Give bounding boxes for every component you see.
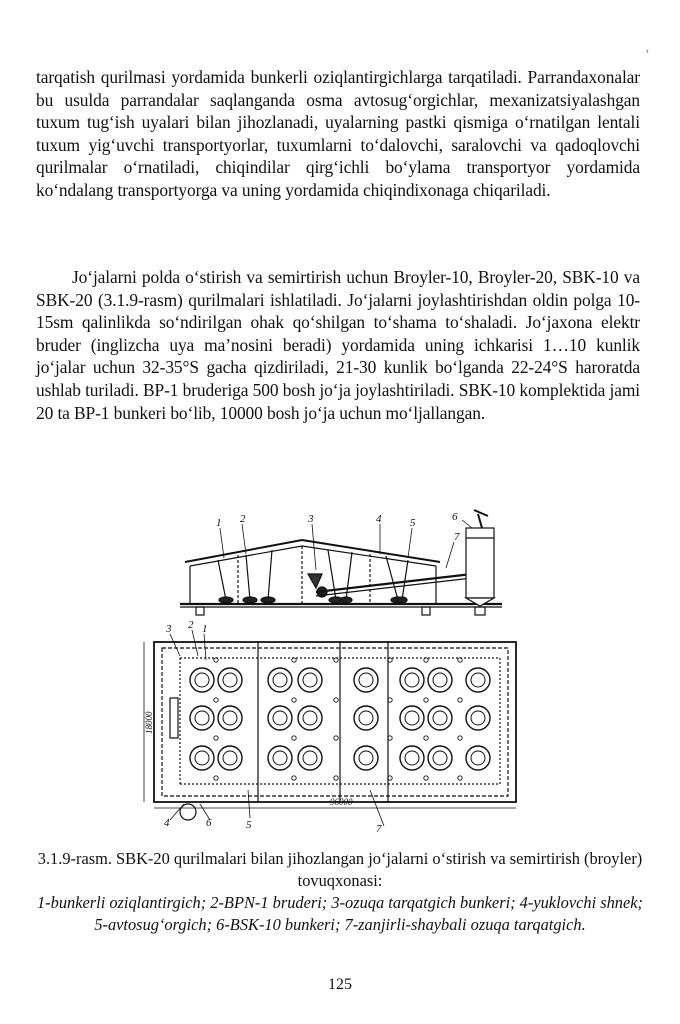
caption-legend: 1-bunkerli oziqlantirgich; 2-BPN-1 bruderi; 3-ozuqa tarqatgich bunkeri; 4-yuklovchi shnek; 5-avtosug‘orgich; 6-BSK-10 bunkeri; 7-zanjirli-shaybali ozuqa tarqatgich.: [36, 893, 644, 934]
brooder-inner: [359, 751, 373, 765]
drinker-point: [334, 736, 338, 740]
brooder-outer: [268, 668, 292, 692]
side-elevation: [180, 510, 502, 615]
caption-title: 3.1.9-rasm. SBK-20 qurilmalari bilan jihozlangan jo‘jalarni o‘stirish va semirtirish (broyler) tovuqxonasi:: [37, 849, 643, 890]
label-top-5: 5: [410, 517, 416, 529]
label-plan-7: 7: [376, 823, 382, 835]
brooder-inner: [405, 673, 419, 687]
side-elevation-labels: [216, 511, 460, 543]
brooder-outer: [354, 706, 378, 730]
stray-mark: ,: [646, 40, 649, 54]
label-top-3: 3: [308, 513, 314, 525]
drinker-point: [458, 736, 462, 740]
brooder-outer: [268, 706, 292, 730]
label-top-7: 7: [454, 531, 460, 543]
label-plan-4: 4: [164, 817, 170, 829]
brooder-inner: [405, 751, 419, 765]
figure-3-1-9: [140, 508, 520, 838]
poultry-house-drawing: [140, 508, 520, 838]
paragraph-2: Jo‘jalarni polda o‘stirish va semirtirish uchun Broyler-10, Broyler-20, SBK-10 va SBK-20 (3.1.9-rasm) qurilmalari ishlatiladi. Jo‘jalarni joylashtirishdan oldin polga 10-15sm qalinlikda so‘ndirilgan ohak qo‘shilgan to‘shama to‘shaladi. Jo‘jaxona elektr bruder (inglizcha uya ma’nosini beradi) yordamida uning ichkarisi 1…10 kunlik jo‘jalar uchun 32-35°S gacha qizdiriladi, 21-30 kunlik bo‘lganda 22-24°S haroratda ushlab turiladi. BP-1 bruderiga 500 bosh jo‘ja joylashtiriladi. SBK-10 komplektida jami 20 ta BP-1 bunkeri bo‘lib, 10000 bosh jo‘ja uchun mo‘ljallangan.: [36, 267, 640, 423]
brooder-outer: [218, 746, 242, 770]
brooder-outer: [428, 668, 452, 692]
brooder-inner: [223, 711, 237, 725]
brooder-inner: [195, 711, 209, 725]
label-plan-6: 6: [206, 817, 212, 829]
drinker-point: [458, 776, 462, 780]
drinker-point: [334, 776, 338, 780]
label-plan-3: 3: [166, 623, 172, 635]
dimension-width: 18000: [144, 711, 154, 734]
drinker-point: [458, 698, 462, 702]
brooder-inner: [471, 673, 485, 687]
brooder-inner: [359, 711, 373, 725]
drinker-point: [334, 698, 338, 702]
brooder-inner: [273, 751, 287, 765]
brooder-inner: [471, 711, 485, 725]
drinker-point: [292, 776, 296, 780]
drinker-point: [424, 736, 428, 740]
brooder-outer: [354, 668, 378, 692]
page-number: 125: [328, 976, 352, 993]
brooder-inner: [303, 711, 317, 725]
drinker-point: [214, 776, 218, 780]
label-top-6: 6: [452, 511, 458, 523]
brooder-outer: [298, 668, 322, 692]
brooder-outer: [354, 746, 378, 770]
brooder-inner: [359, 673, 373, 687]
figure-caption: [30, 848, 650, 936]
brooder-outer: [298, 746, 322, 770]
drinker-point: [214, 736, 218, 740]
brooder-inner: [223, 751, 237, 765]
brooder-inner: [405, 711, 419, 725]
paragraph-1: tarqatish qurilmasi yordamida bunkerli oziqlantirgichlarga tarqatiladi. Parrandaxonalar bu usulda parrandalar saqlanganda osma avtosug‘orgichlar, mexanizatsiyalashgan tuxum tug‘ish uyalari bilan jihozlanadi, uyalarning pastki qismiga o‘rnatilgan lentali tuxum yig‘uvchi transportyorlar, tuxumlarni to‘dalovchi, saralovchi va qadoqlovchi qurilmalar o‘rnatiladi, chiqindilar qirg‘ichli bo‘ylama transportyor yordamida ko‘ndalang transportyorga va uning yordamida chiqindixonaga chiqariladi.: [36, 67, 640, 200]
brooder-inner: [195, 751, 209, 765]
brooder-outer: [400, 706, 424, 730]
brooder-outer: [190, 746, 214, 770]
brooder-inner: [303, 751, 317, 765]
brooder-inner: [273, 673, 287, 687]
label-plan-2: 2: [188, 619, 194, 631]
brooder-outer: [466, 668, 490, 692]
drinker-point: [292, 736, 296, 740]
brooder-outer: [218, 706, 242, 730]
drinker-point: [424, 698, 428, 702]
brooder-outer: [298, 706, 322, 730]
brooder-inner: [303, 673, 317, 687]
brooder-outer: [190, 668, 214, 692]
brooder-inner: [433, 711, 447, 725]
brooder-inner: [273, 711, 287, 725]
drinker-point: [292, 698, 296, 702]
brooder-outer: [466, 746, 490, 770]
brooder-outer: [466, 706, 490, 730]
brooder-outer: [268, 746, 292, 770]
brooder-inner: [195, 673, 209, 687]
brooder-outer: [400, 668, 424, 692]
brooder-outer: [190, 706, 214, 730]
drinker-point: [424, 776, 428, 780]
brooder-outer: [428, 746, 452, 770]
brooder-inner: [471, 751, 485, 765]
label-plan-5: 5: [246, 819, 252, 831]
label-top-1: 1: [216, 517, 222, 529]
brooder-inner: [433, 673, 447, 687]
brooder-inner: [433, 751, 447, 765]
brooder-outer: [428, 706, 452, 730]
brooder-outer: [400, 746, 424, 770]
label-top-4: 4: [376, 513, 382, 525]
label-plan-1: 1: [202, 623, 208, 635]
drinker-point: [214, 698, 218, 702]
dimension-length: 96000: [330, 797, 353, 807]
brooder-outer: [218, 668, 242, 692]
drinker-points: [214, 658, 462, 780]
brooder-inner: [223, 673, 237, 687]
label-top-2: 2: [240, 513, 246, 525]
